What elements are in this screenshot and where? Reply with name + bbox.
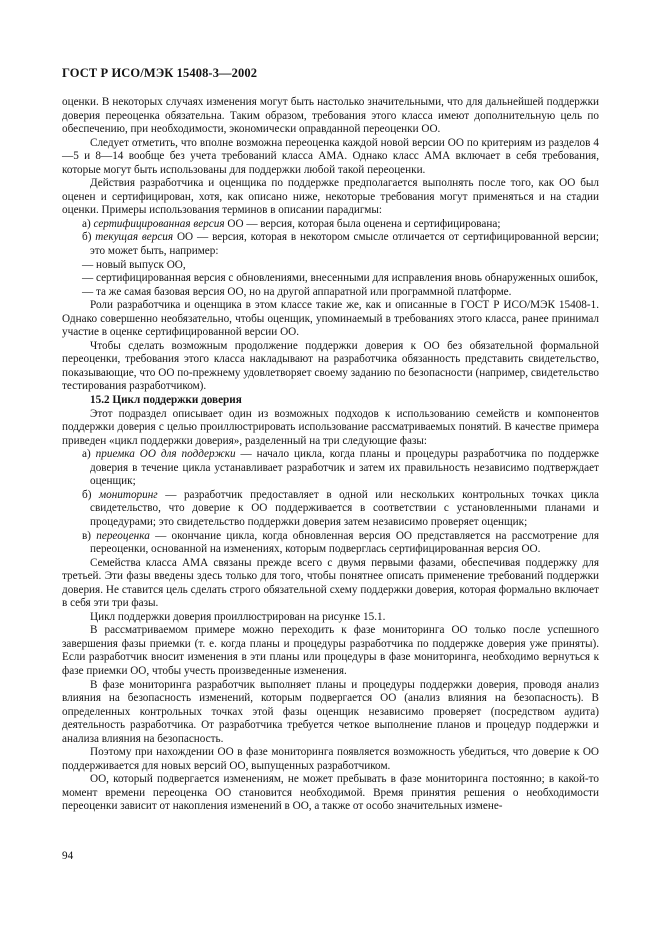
paragraph: Семейства класса АМА связаны прежде всего с двумя первыми фазами, обеспечивая поддержку для третьей. Эти фазы введены здесь только для того, чтобы понятнее описать применение требований поддержки доверия. Не ставится цель сделать строго обязательной схему поддержки доверия, которая формально включает в себя эти три фазы. [62,556,599,610]
list-item: — та же самая базовая версия ОО, но на другой аппаратной или программной платформе. [82,285,512,298]
defined-term: переоценка [96,529,150,542]
paragraph: Цикл поддержки доверия проиллюстрирован на рисунке 15.1. [90,610,386,623]
document-header: ГОСТ Р ИСО/МЭК 15408-3—2002 [62,66,258,80]
list-item: — сертифицированная версия с обновлениями, внесенными для исправления вновь обнаруженных ошибок, [82,272,599,285]
defined-term: мониторинг [98,488,158,501]
paragraph: Роли разработчика и оценщика в этом классе такие же, как и описанные в ГОСТ Р ИСО/МЭК 15408-1. Однако совершенно необязательно, чтобы оценщик, упоминаемый в требованиях этого класса, ранее принимал участие в оценке сертифицированной версии ОО. [62,299,599,339]
paragraph: Следует отметить, что вполне возможна переоценка каждой новой версии ОО по критериям из разделов 4—5 и 8—14 вообще без учета требований класса АМА. Однако класс АМА включает в себя требования, которые могут быть использованы для поддержки любой такой переоценки. [62,136,599,176]
paragraph: оценки. В некоторых случаях изменения могут быть настолько значительными, что для дальнейшей поддержки доверия переоценка обязательна. Таким образом, требования этого класса имеют дополнительную цель по обеспечению, при необходимости, экономически оправданной переоценки ОО. [62,96,599,136]
list-text: ОО — версия, которая в некотором смысле отличается от сертифицированной версии; это может быть, например: [90,231,600,258]
paragraph: В рассматриваемом примере можно переходить к фазе мониторинга ОО только после успешного завершения фазы приемки (т. е. когда планы и процедуры разработчика по поддержке доверия уже приняты). Если разработчик вносит изменения в эти планы или процедуры в фазе мониторинга, необходимо вернуться к фазе приемки ОО, чтобы учесть произведенные изменения. [62,624,599,677]
list-text: — окончание цикла, когда обновленная версия ОО представляется на рассмотрение для переоценки, основанной на изменениях, которым подверглась сертифицированная версия ОО. [90,529,599,556]
list-item: б) мониторинг — разработчик предоставляет в одной или нескольких контрольных точках цикла свидетельство, что доверие к ОО поддерживается в соответствии с установленными планами и процедурами; это свидетельство поддержки доверия затем независимо проверяет оценщик; [82,488,599,528]
list-item: б) текущая версия ОО — версия, которая в некотором смысле отличается от сертифицированной версии; это может быть, например: [82,231,600,258]
defined-term: приемка ОО для поддержки [95,448,236,461]
list-item: в) переоценка — окончание цикла, когда обновленная версия ОО представляется на рассмотрение для переоценки, основанной на изменениях, которым подверглась сертифицированная версия ОО. [82,529,599,556]
list-text: — начало цикла, когда планы и процедуры разработчика по поддержке доверия в течение цикла устанавливает разработчик и затем их правильность независимо подтверждает оценщик; [90,448,599,488]
list-item: а) сертифицированная версия ОО — версия, которая была оценена и сертифицирована; [82,217,501,230]
paragraph: Поэтому при нахождении ОО в фазе мониторинга появляется возможность убедиться, что доверие к ОО поддерживается для новых версий ОО, выпущенных разработчиком. [62,746,599,772]
defined-term: сертифицированная версия [93,217,225,230]
paragraph: Действия разработчика и оценщика по поддержке предполагается выполнять после того, как ОО был оценен и сертифицирован, хотя, как описано ниже, некоторые требования могут применяться и на стадии оценки. Примеры использования терминов в описании парадигмы: [62,177,599,217]
paragraph: В фазе мониторинга разработчик выполняет планы и процедуры поддержки доверия, проводя анализ влияния на безопасность изменений, которым подвергается ОО (анализ влияния на безопасность). В определенных контрольных точках этой фазы оценщик независимо проверяет (посредством аудита) деятельность разработчика. От разработчика требуется четкое выполнение планов и процедур поддержки и анализа влияния на безопасность. [62,678,599,745]
paragraph: ОО, который подвергается изменениям, не может пребывать в фазе мониторинга постоянно; в какой-то момент времени переоценка ОО становится необходимой. Время принятия решения о необходимости переоценки зависит от накопления изменений в ОО, а также от особо значительных измене- [62,773,599,813]
paragraph: Чтобы сделать возможным продолжение поддержки доверия к ОО без обязательной формальной переоценки, требования этого класса накладывают на разработчика обязанность представить свидетельство, показывающие, что ОО по-прежнему удовлетворяет своему заданию по безопасности (например, свидетельство тестирования разработчиком). [62,339,599,393]
document-body [62,96,599,814]
section-heading: 15.2 Цикл поддержки доверия [90,394,242,407]
paragraph: Этот подраздел описывает один из возможных подходов к использованию семейств и компонентов поддержки доверия с целью проиллюстрировать использование рассматриваемых понятий. В качестве примера приведен «цикл поддержки доверия», разделенный на три следующие фазы: [62,407,599,447]
list-item: а) приемка ОО для поддержки — начало цикла, когда планы и процедуры разработчика по поддержке доверия в течение цикла устанавливает разработчик и затем их правильность независимо подтверждает оценщик; [82,448,599,488]
list-text: ОО — версия, которая была оценена и сертифицирована; [224,217,501,230]
list-item: — новый выпуск ОО, [82,258,186,271]
list-text: — разработчик предоставляет в одной или нескольких контрольных точках цикла свидетельство, что доверие к ОО поддерживается в соответствии с установленными планами и процедурами; это свидетельство поддержки доверия затем независимо проверяет оценщик; [90,488,599,528]
page-number: 94 [62,850,74,862]
defined-term: текущая версия [95,231,174,244]
